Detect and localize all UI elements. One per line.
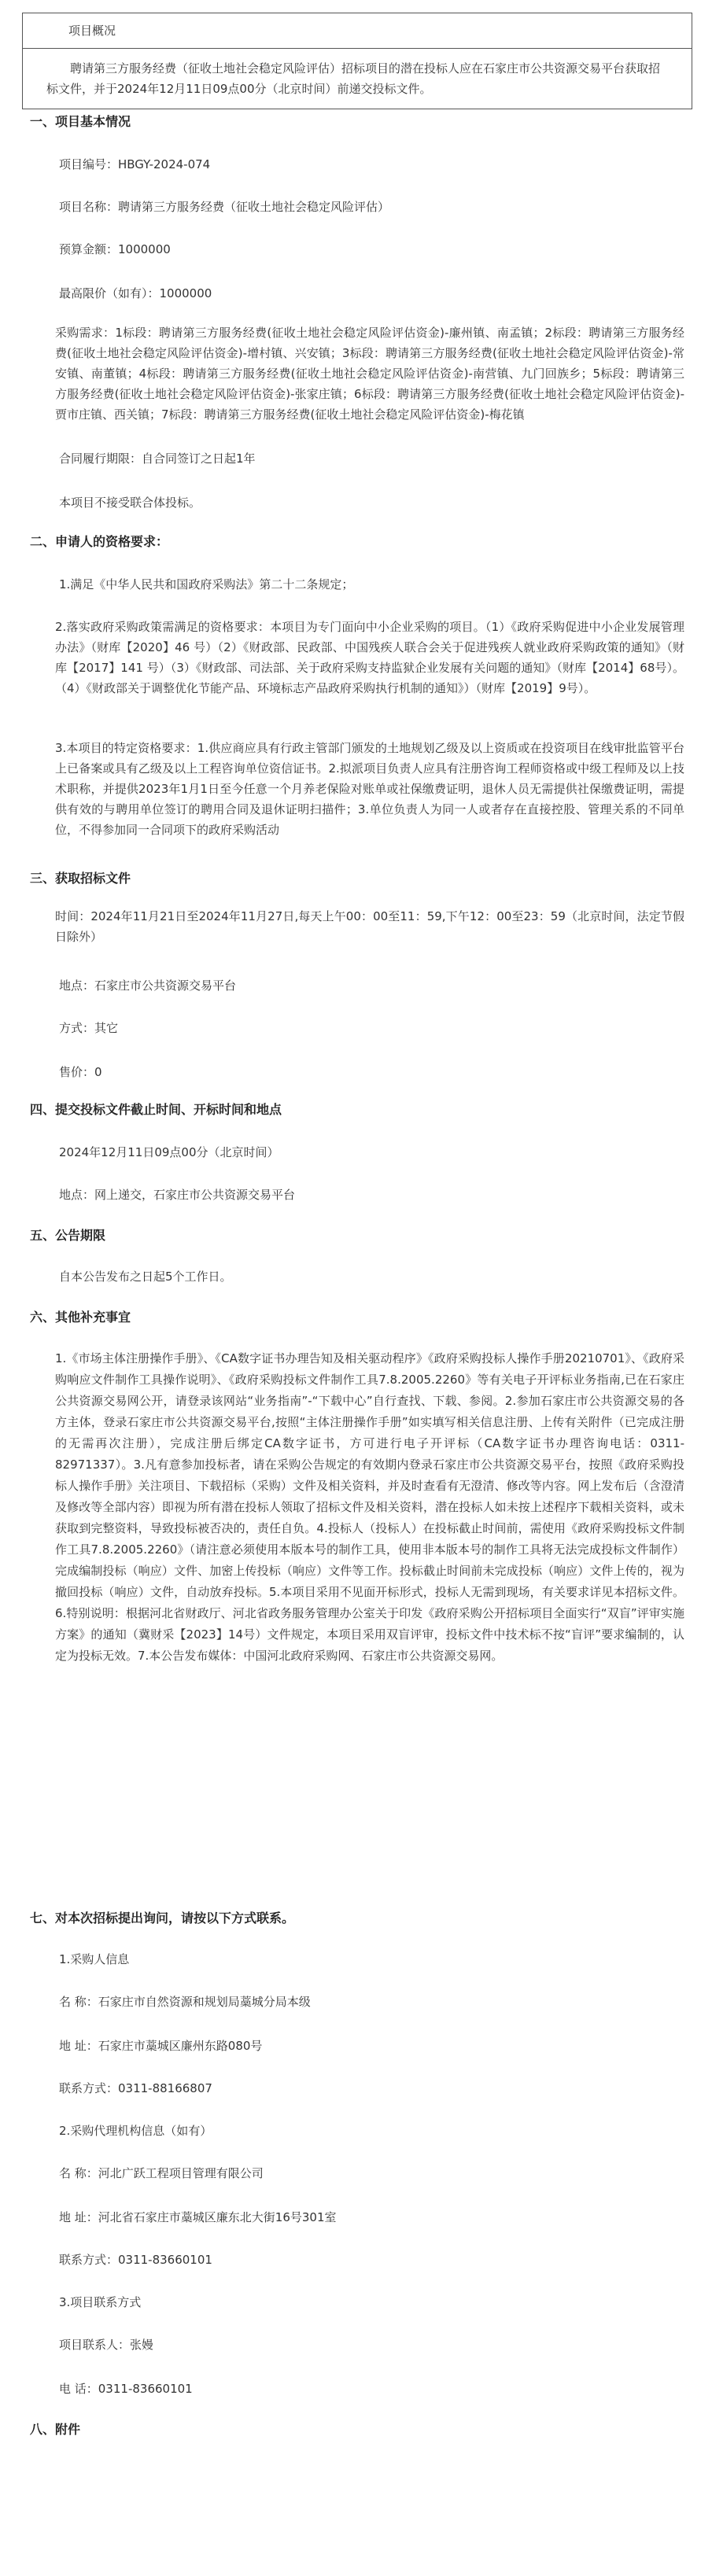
buyer-address: 地 址：石家庄市藁城区廉州东路080号 [59,2039,263,2053]
overview-title: 项目概况 [23,13,692,49]
buyer-name: 名 称：石家庄市自然资源和规划局藁城分局本级 [59,1995,311,2009]
doc-method: 方式：其它 [59,1021,119,1035]
contact-heading: 3.项目联系方式 [59,2295,142,2309]
buyer-info-heading: 1.采购人信息 [59,1952,130,1966]
contract-term: 合同履行期限：自合同签订之日起1年 [59,451,256,466]
supplementary-text: 1.《市场主体注册操作手册》、《CA数字证书办理告知及相关驱动程序》《政府采购投标人操作手册20210701》、《政府采购响应文件制作工具操作说明》、《政府采购投标文件制作工具7.8.2005.2260》等有关电子开评标业务指南,已在石家庄公共资源交易网公开，请登录该网站“业务指南”-“下载中心”自行查找、下载、参阅。2.参加石家庄市公共资源交易的各方主体，登录石家庄市公共资源交易平台,按照“主体注册操作手册”如实填写相关信息注册、上传有关附件（已完成注册的无需再次注册），完成注册后绑定CA数字证书，方可进行电子开评标（CA数字证书办理咨询电话：0311-82971337）。3.凡有意参加投标者，请在采购公告规定的有效期内登录石家庄市公共资源交易平台，按照《政府采购投标人操作手册》关注项目、下载招标（采购）文件及相关资料，并及时查看有无澄清、修改等内容。网上发布后（含澄清及修改等全部内容）即视为所有潜在投标人领取了招标文件及相关资料，潜在投标人如未按上述程序下载相关资料，或未获取到完整资料，导致投标被否决的，责任自负。4.投标人（投标人）在投标截止时间前，需使用《政府采购投标文件制作工具7.8.2005.2260》（请注意必须使用本版本号的制作工具，使用非本版本号的制作工具将无法完成投标文件制作）完成编制投标（响应）文件、加密上传投标（响应）文件等工作。投标截止时间前未完成投标（响应）文件上传的，视为撤回投标（响应）文件，自动放弃投标。5.本项目采用不见面开标形式，投标人无需到现场，有关要求详见本招标文件。6.特别说明：根据河北省财政厅、河北省政务服务管理办公室关于印发《政府采购公开招标项目全面实行“双盲”评审实施方案》的通知（冀财采【2023】14号）文件规定，本项目采用双盲评审，投标文件中技术标不按“盲评”要求编制的，认定为投标无效。7.本公告发布媒体：中国河北政府采购网、石家庄市公共资源交易网。 [55,1351,684,1663]
contact-phone: 电 话：0311-83660101 [59,2382,193,2396]
max-price: 最高限价（如有）：1000000 [59,286,212,300]
section-3-title: 三、获取招标文件 [30,871,131,886]
agent-name: 名 称：河北广跃工程项目管理有限公司 [59,2166,264,2180]
notice-period: 自本公告发布之日起5个工作日。 [59,1270,232,1284]
deadline-time: 2024年12月11日09点00分（北京时间） [59,1145,279,1159]
section-2-title: 二、申请人的资格要求： [30,534,169,549]
qualification-3: 3.本项目的特定资格要求：1.供应商应具有行政主管部门颁发的土地规划乙级及以上资质或在投资项目在线审批监管平台上已备案或具有乙级及以上工程咨询单位资信证书。2.拟派项目负责人应具有注册咨询工程师资格或中级工程师及以上技术职称，并提供2023年1月1日至今任意一个月养老保险对账单或社保缴费证明，退休人员无需提供社保缴费证明，需提供有效的与聘用单位签订的聘用合同及退休证明扫描件；3.单位负责人为同一人或者存在直接控股、管理关系的不同单位，不得参加同一合同项下的政府采购活动 [55,741,684,837]
doc-place: 地点：石家庄市公共资源交易平台 [59,978,237,993]
qualification-2: 2.落实政府采购政策需满足的资格要求：本项目为专门面向中小企业采购的项目。（1）《政府采购促进中小企业发展管理办法》（财库【2020】46 号）（2）《财政部、民政部、中国残疾人联合会关于促进残疾人就业政府采购政策的通知》（财库【2017】141 号）（3）《财政部、司法部、关于政府采购支持监狱企业发展有关问题的通知》（财库【2014】68号）。（4）《财政部关于调整优化节能产品、环境标志产品政府采购执行机制的通知》）（财库【2019】9号）。 [55,620,684,695]
procurement-demand: 采购需求：1标段：聘请第三方服务经费(征收土地社会稳定风险评估资金)-廉州镇、南孟镇；2标段：聘请第三方服务经费(征收土地社会稳定风险评估资金)-增村镇、兴安镇；3标段：聘请第三方服务经费(征收土地社会稳定风险评估资金)-常安镇、南董镇；4标段：聘请第三方服务经费(征收土地社会稳定风险评估资金)-南营镇、九门回族乡；5标段：聘请第三方服务经费(征收土地社会稳定风险评估资金)-张家庄镇；6标段：聘请第三方服务经费(征收土地社会稳定风险评估资金)-贾市庄镇、西关镇；7标段：聘请第三方服务经费(征收土地社会稳定风险评估资金)-梅花镇 [55,326,684,422]
doc-time: 时间：2024年11月21日至2024年11月27日,每天上午00：00至11：59,下午12：00至23：59（北京时间，法定节假日除外） [55,909,684,944]
section-4-title: 四、提交投标文件截止时间、开标时间和地点 [30,1102,282,1117]
agent-info-heading: 2.采购代理机构信息（如有） [59,2124,212,2138]
section-5-title: 五、公告期限 [30,1228,106,1243]
section-8-title: 八、附件 [30,2422,81,2437]
agent-address: 地 址：河北省石家庄市藁城区廉东北大街16号301室 [59,2210,337,2224]
contact-person: 项目联系人：张嫚 [59,2338,154,2352]
overview-text: 聘请第三方服务经费（征收土地社会稳定风险评估）招标项目的潜在投标人应在石家庄市公共资源交易平台获取招标文件，并于2024年12月11日09点00分（北京时间）前递交投标文件。 [46,61,661,96]
section-1-title: 一、项目基本情况 [30,114,131,129]
buyer-phone: 联系方式：0311-88166807 [59,2081,212,2095]
agent-phone: 联系方式：0311-83660101 [59,2253,212,2267]
project-number: 项目编号：HBGY-2024-074 [59,157,211,171]
deadline-place: 地点：网上递交，石家庄市公共资源交易平台 [59,1188,296,1202]
budget-amount: 预算金额：1000000 [59,242,171,256]
project-name: 项目名称：聘请第三方服务经费（征收土地社会稳定风险评估） [59,200,390,214]
section-6-title: 六、其他补充事宜 [30,1310,131,1325]
consortium-note: 本项目不接受联合体投标。 [59,496,201,510]
section-7-title: 七、对本次招标提出询问，请按以下方式联系。 [30,1911,295,1926]
qualification-1: 1.满足《中华人民共和国政府采购法》第二十二条规定； [59,577,354,591]
doc-price: 售价：0 [59,1065,102,1079]
overview-box [22,13,692,109]
